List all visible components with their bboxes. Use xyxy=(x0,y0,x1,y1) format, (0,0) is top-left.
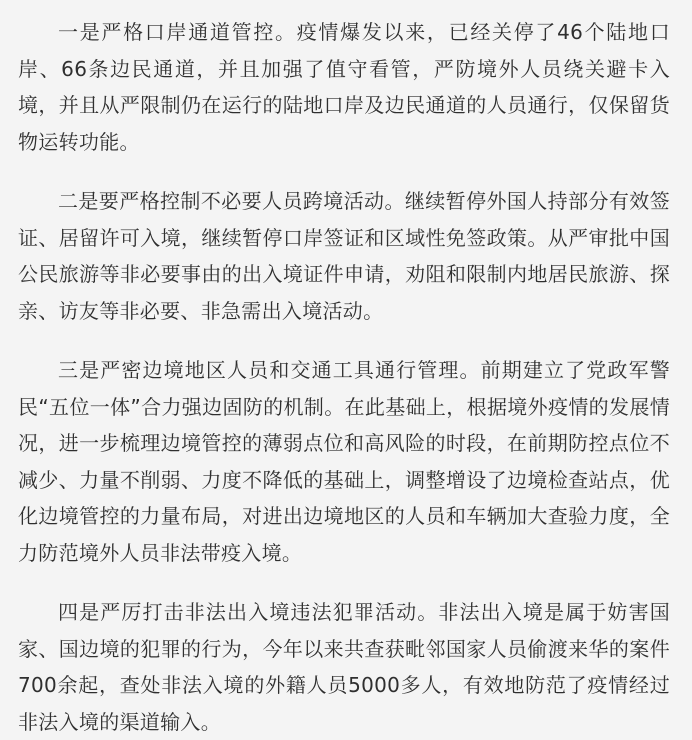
paragraph-4: 四是严厉打击非法出入境违法犯罪活动。非法出入境是属于妨害国家、国边境的犯罪的行为，今年以来共查获毗邻国家人员偷渡来华的案件700余起，查处非法入境的外籍人员5000多人，有效地防范了疫情经过非法入境的渠道输入。 xyxy=(18,600,670,734)
paragraph-2: 二是要严格控制不必要人员跨境活动。继续暂停外国人持部分有效签证、居留许可入境，继续暂停口岸签证和区域性免签政策。从严审批中国公民旅游等非必要事由的出入境证件申请，劝阻和限制内地居民旅游、探亲、访友等非必要、非急需出入境活动。 xyxy=(18,189,670,323)
paragraph-1: 一是严格口岸通道管控。疫情爆发以来，已经关停了46个陆地口岸、66条边民通道，并且加强了值守看管，严防境外人员绕关避卡入境，并且从严限制仍在运行的陆地口岸及边民通道的人员通行，仅保留货物运转功能。 xyxy=(18,20,670,154)
paragraph-3: 三是严密边境地区人员和交通工具通行管理。前期建立了党政军警民“五位一体”合力强边固防的机制。在此基础上，根据境外疫情的发展情况，进一步梳理边境管控的薄弱点位和高风险的时段，在前期防控点位不减少、力量不削弱、力度不降低的基础上，调整增设了边境检查站点，优化边境管控的力量布局，对进出边境地区的人员和车辆加大查验力度，全力防范境外人员非法带疫入境。 xyxy=(18,358,670,565)
